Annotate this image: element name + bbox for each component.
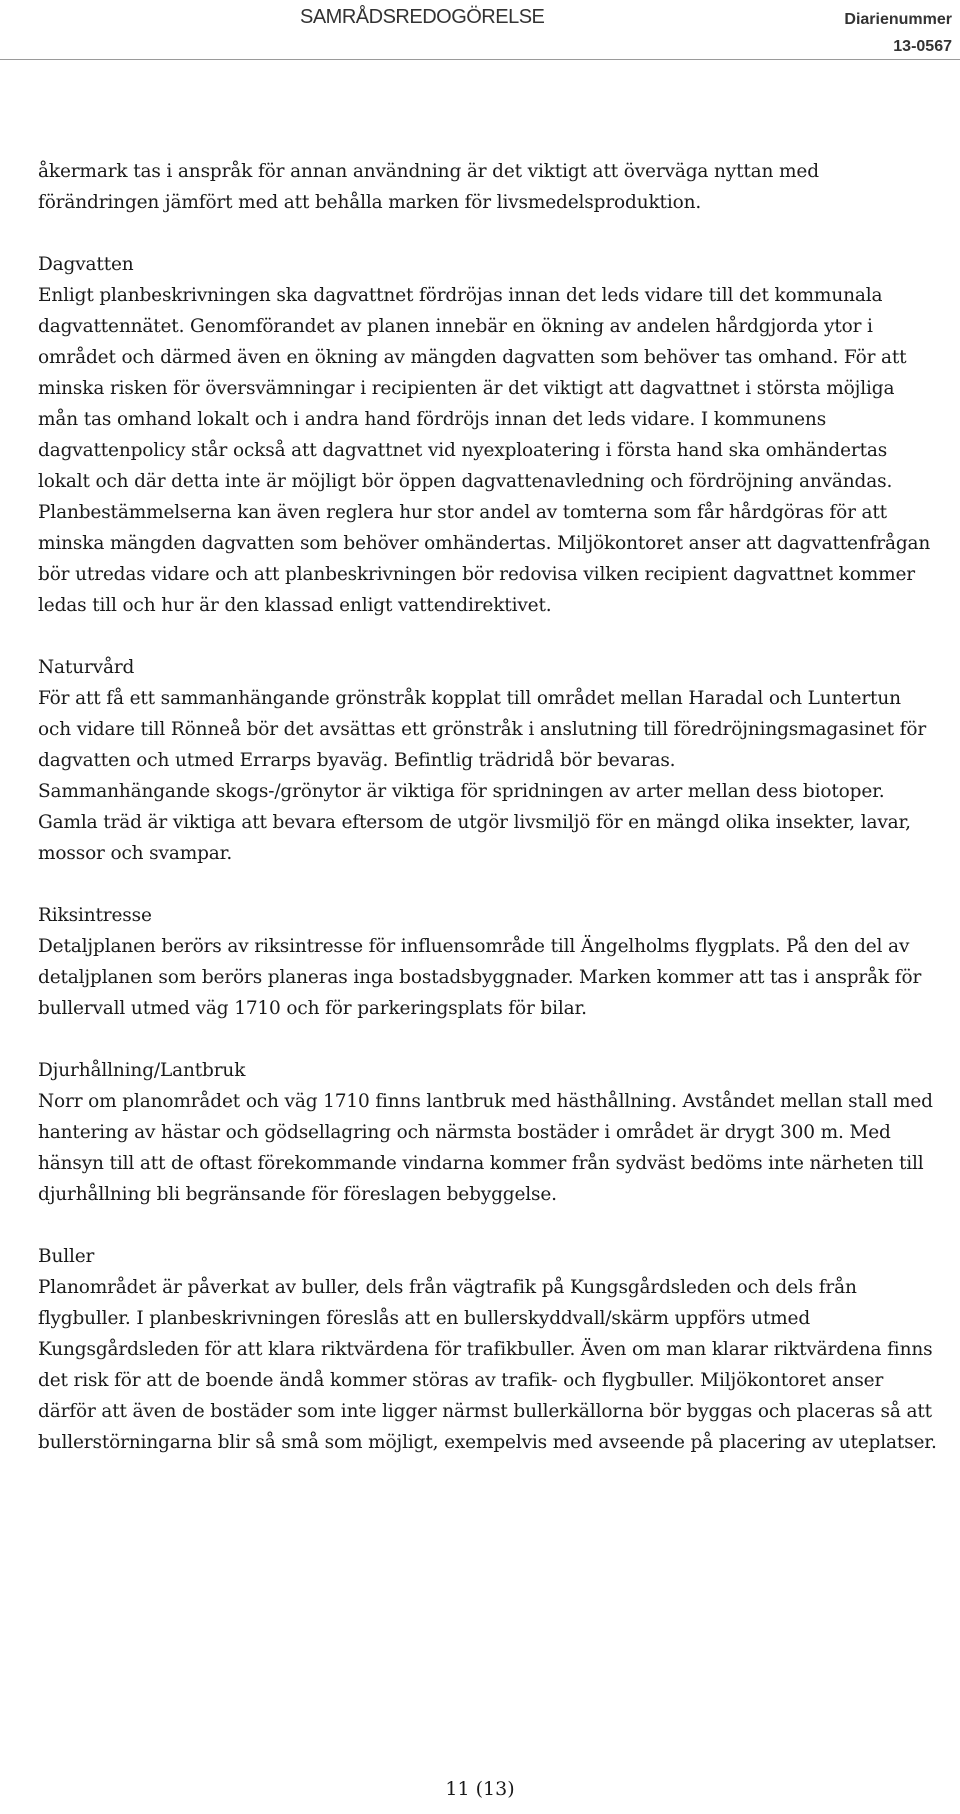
diarienummer-block xyxy=(844,6,952,60)
document-body xyxy=(38,156,938,1458)
heading-buller: Buller xyxy=(38,1246,95,1267)
paragraph-riksintresse: Detaljplanen berörs av riksintresse för influensområde till Ängelholms flygplats. På den del av detaljplanen som berörs planeras inga bostadsbyggnader. Marken kommer att tas i anspråk för bullervall utmed väg 1710 och för parkeringsplats för bilar. xyxy=(38,936,922,1019)
heading-riksintresse: Riksintresse xyxy=(38,905,152,926)
paragraph-dagvatten: Enligt planbeskrivningen ska dagvattnet fördröjas innan det leds vidare till det kommunala dagvattennätet. Genomförandet av planen innebär en ökning av andelen hårdgjorda ytor i området och därmed även en ökning av mängden dagvatten som behöver tas omhand. För att minska risken för översvämningar i recipienten är det viktigt att dagvattnet i största möjliga mån tas omhand lokalt och i andra hand fördröjs innan det leds vidare. I kommunens dagvattenpolicy står också att dagvattnet vid nyexploatering i första hand ska omhändertas lokalt och där detta inte är möjligt bör öppen dagvattenavledning och fördröjning användas. Planbestämmelserna kan även reglera hur stor andel av tomterna som får hårdgöras för att minska mängden dagvatten som behöver omhändertas. Miljökontoret anser att dagvattenfrågan bör utredas vidare och att planbeskrivningen bör redovisa vilken recipient dagvattnet kommer ledas till och hur är den klassad enligt vattendirektivet. xyxy=(38,285,931,616)
paragraph-intro: åkermark tas i anspråk för annan användning är det viktigt att överväga nyttan med förändringen jämfört med att behålla marken för livsmedelsproduktion. xyxy=(38,161,819,213)
heading-djurhallning: Djurhållning/Lantbruk xyxy=(38,1060,246,1081)
paragraph-naturvard-2: Sammanhängande skogs-/grönytor är viktiga för spridningen av arter mellan dess biotoper. Gamla träd är viktiga att bevara eftersom de utgör livsmiljö för en mängd olika insekter, lavar, mossor och svampar. xyxy=(38,781,911,864)
diarienummer-value: 13-0567 xyxy=(893,38,952,55)
page-number: 11 (13) xyxy=(445,1778,515,1800)
paragraph-buller: Planområdet är påverkat av buller, dels från vägtrafik på Kungsgårdsleden och dels från flygbuller. I planbeskrivningen föreslås att en bullerskyddvall/skärm uppförs utmed Kungsgårdsleden för att klara riktvärdena för trafikbuller. Även om man klarar riktvärdena finns det risk för att de boende ändå kommer störas av trafik- och flygbuller. Miljökontoret anser därför att även de bostäder som inte ligger närmst bullerkällorna bör byggas och placeras så att bullerstörningarna blir så små som möjligt, exempelvis med avseende på placering av uteplatser. xyxy=(38,1277,937,1453)
heading-naturvard: Naturvård xyxy=(38,657,135,678)
paragraph-djurhallning: Norr om planområdet och väg 1710 finns lantbruk med hästhållning. Avståndet mellan stall med hantering av hästar och gödsellagring och närmsta bostäder i området är drygt 300 m. Med hänsyn till att de oftast förekommande vindarna kommer från sydväst bedöms inte närheten till djurhållning bli begränsande för föreslagen bebyggelse. xyxy=(38,1091,933,1205)
heading-dagvatten: Dagvatten xyxy=(38,254,134,275)
diarienummer-label: Diarienummer xyxy=(844,11,952,28)
paragraph-naturvard: För att få ett sammanhängande grönstråk kopplat till området mellan Haradal och Luntertun och vidare till Rönneå bör det avsättas ett grönstråk i anslutning till föredröjningsmagasinet för dagvatten och utmed Errarps byaväg. Befintlig trädridå bör bevaras. xyxy=(38,688,927,771)
document-title: SAMRÅDSREDOGÖRELSE xyxy=(300,6,545,28)
page-header xyxy=(0,0,960,60)
